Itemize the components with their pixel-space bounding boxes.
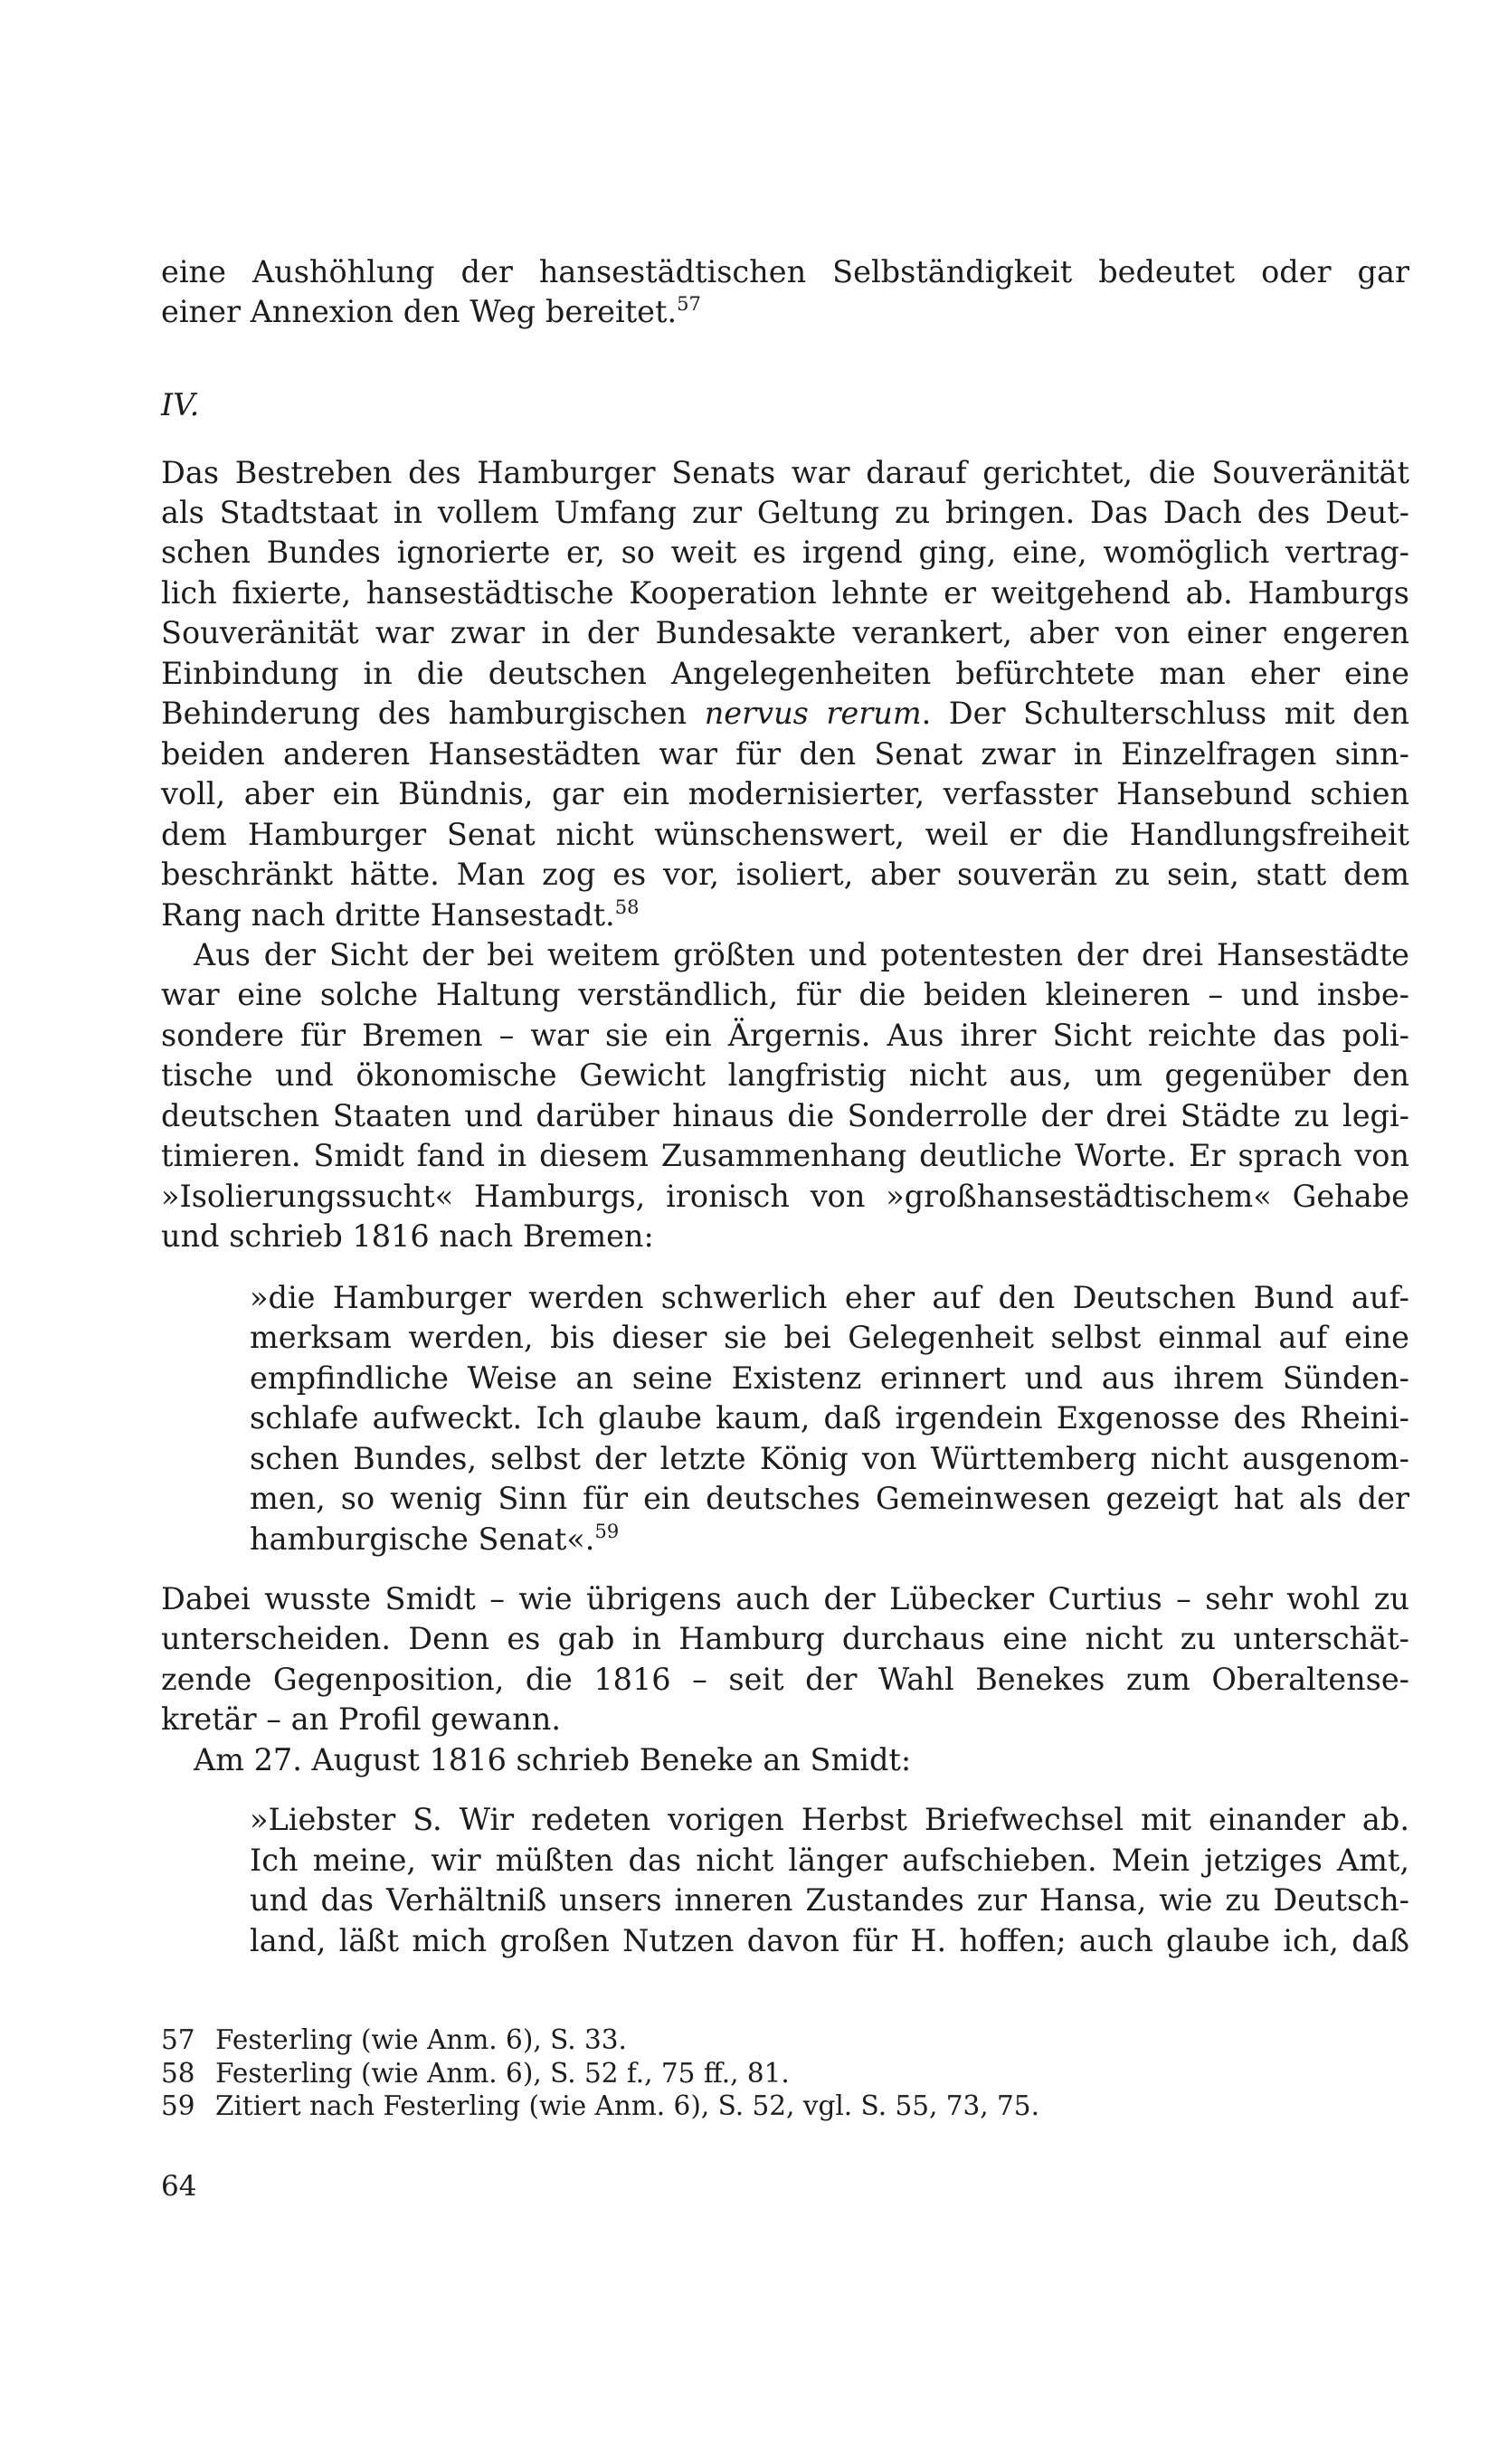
line-text: Behinderung des hamburgischen (161, 696, 705, 731)
line-text: . Der Schulterschluss mit den (921, 696, 1410, 731)
italic-term: nervus rerum (704, 696, 922, 731)
paragraph-line: sondere für Bremen – war sie ein Ärgernis. Aus ihrer Sicht reichte das poli- (161, 1018, 1409, 1053)
paragraph-line: timieren. Smidt fand in diesem Zusammenhang deutliche Worte. Er sprach von (161, 1138, 1409, 1173)
paragraph-line (161, 694, 1409, 734)
paragraph-line: Am 27. August 1816 schrieb Beneke an Smidt: (194, 1742, 912, 1777)
footnote-number: 59 (161, 2090, 195, 2122)
page-number: 64 (161, 2170, 197, 2203)
quote-line: und das Verhältniß unsers inneren Zustandes zur Hansa, wie zu Deutsch- (250, 1882, 1409, 1918)
footnote-text: Festerling (wie Anm. 6), S. 52 f., 75 ff., 81. (215, 2057, 790, 2089)
footnote-number: 57 (161, 2024, 195, 2055)
paragraph-line: Das Bestreben des Hamburger Senats war darauf gerichtet, die Souveränität (161, 455, 1409, 490)
line-text: Rang nach dritte Hansestadt. (161, 897, 615, 933)
paragraph-line: kretär – an Profil gewann. (161, 1701, 561, 1737)
paragraph-line (161, 896, 1409, 935)
paragraph-line: war eine solche Haltung verständlich, für die beiden kleineren – und insbe- (161, 977, 1409, 1012)
footnote-text: Festerling (wie Anm. 6), S. 33. (215, 2024, 627, 2055)
quote-line: »Liebster S. Wir redeten vorigen Herbst Briefwechsel mit einander ab. (250, 1802, 1409, 1837)
footnote (161, 2090, 1337, 2123)
footnote-ref[interactable]: 59 (594, 1521, 620, 1542)
paragraph-line: »Isolierungssucht« Hamburgs, ironisch von »großhansestädtischem« Gehabe (161, 1179, 1409, 1214)
paragraph-line: Dabei wusste Smidt – wie übrigens auch der Lübecker Curtius – sehr wohl zu (161, 1581, 1409, 1616)
quote-line: schen Bundes, selbst der letzte König von Württemberg nicht ausgenom- (250, 1441, 1409, 1476)
paragraph-line: unterscheiden. Denn es gab in Hamburg durchaus eine nicht zu unterschät- (161, 1621, 1409, 1656)
quote-line: empfindliche Weise an seine Existenz erinnert und aus ihrem Sünden- (250, 1360, 1409, 1396)
quote-line: men, so wenig Sinn für ein deutsches Gemeinwesen gezeigt hat als der (250, 1481, 1409, 1516)
quote-line: merksam werden, bis dieser sie bei Gelegenheit selbst einmal auf eine (250, 1320, 1409, 1355)
footnote-ref[interactable]: 57 (677, 293, 701, 315)
paragraph-line: und schrieb 1816 nach Bremen: (161, 1218, 654, 1254)
footnote-text: Zitiert nach Festerling (wie Anm. 6), S. 52, vgl. S. 55, 73, 75. (215, 2090, 1039, 2122)
paragraph-line: schen Bundes ignorierte er, so weit es irgend ging, eine, womöglich vertrag- (161, 535, 1409, 570)
footnote-number: 58 (161, 2057, 195, 2089)
paragraph-line: Souveränität war zwar in der Bundesakte verankert, aber von einer engeren (161, 615, 1409, 650)
footnotes (161, 2023, 1337, 2123)
paragraph-line: zende Gegenposition, die 1816 – seit der Wahl Benekes zum Oberaltense- (161, 1662, 1409, 1697)
footnote (161, 2023, 1337, 2057)
paragraph-line: als Stadtstaat in vollem Umfang zur Geltung zu bringen. Das Dach des Deut- (161, 495, 1409, 530)
section-heading: IV. (161, 387, 200, 422)
line-text: einer Annexion den Weg bereitet. (161, 294, 678, 329)
paragraph-line: Aus der Sicht der bei weitem größten und potentesten der drei Hansestädte (194, 937, 1409, 972)
paragraph-line: voll, aber ein Bündnis, gar ein modernisierter, verfasster Hansebund schien (161, 776, 1409, 811)
paragraph-line: tische und ökonomische Gewicht langfristig nicht aus, um gegenüber den (161, 1057, 1409, 1093)
footnote (161, 2057, 1337, 2090)
quote-line: land, läßt mich großen Nutzen davon für H. hoffen; auch glaube ich, daß (250, 1923, 1409, 1958)
paragraph-line: Einbindung in die deutschen Angelegenheiten befürchtete man eher eine (161, 656, 1409, 691)
quote-line: Ich meine, wir müßten das nicht länger aufschieben. Mein jetziges Amt, (250, 1843, 1409, 1878)
paragraph-line: beiden anderen Hansestädten war für den Senat zwar in Einzelfragen sinn- (161, 736, 1409, 772)
quote-line (250, 1520, 1409, 1559)
paragraph-line (161, 292, 1409, 332)
quote-line: »die Hamburger werden schwerlich eher auf den Deutschen Bund auf- (250, 1280, 1409, 1315)
paragraph-line: deutschen Staaten und darüber hinaus die Sonderrolle der drei Städte zu legi- (161, 1098, 1409, 1133)
paragraph-line: eine Aushöhlung der hansestädtischen Selbständigkeit bedeutet oder gar (161, 254, 1409, 289)
paragraph-line: dem Hamburger Senat nicht wünschenswert, weil er die Handlungsfreiheit (161, 817, 1409, 852)
paragraph-line: lich fixierte, hansestädtische Kooperation lehnte er weitgehend ab. Hamburgs (161, 575, 1409, 611)
quote-line: schlafe aufweckt. Ich glaube kaum, daß irgendein Exgenosse des Rheini- (250, 1400, 1409, 1436)
paragraph-line: beschränkt hätte. Man zog es vor, isoliert, aber souverän zu sein, statt dem (161, 857, 1409, 892)
footnote-ref[interactable]: 58 (614, 896, 640, 918)
line-text: hamburgische Senat«. (250, 1521, 595, 1557)
